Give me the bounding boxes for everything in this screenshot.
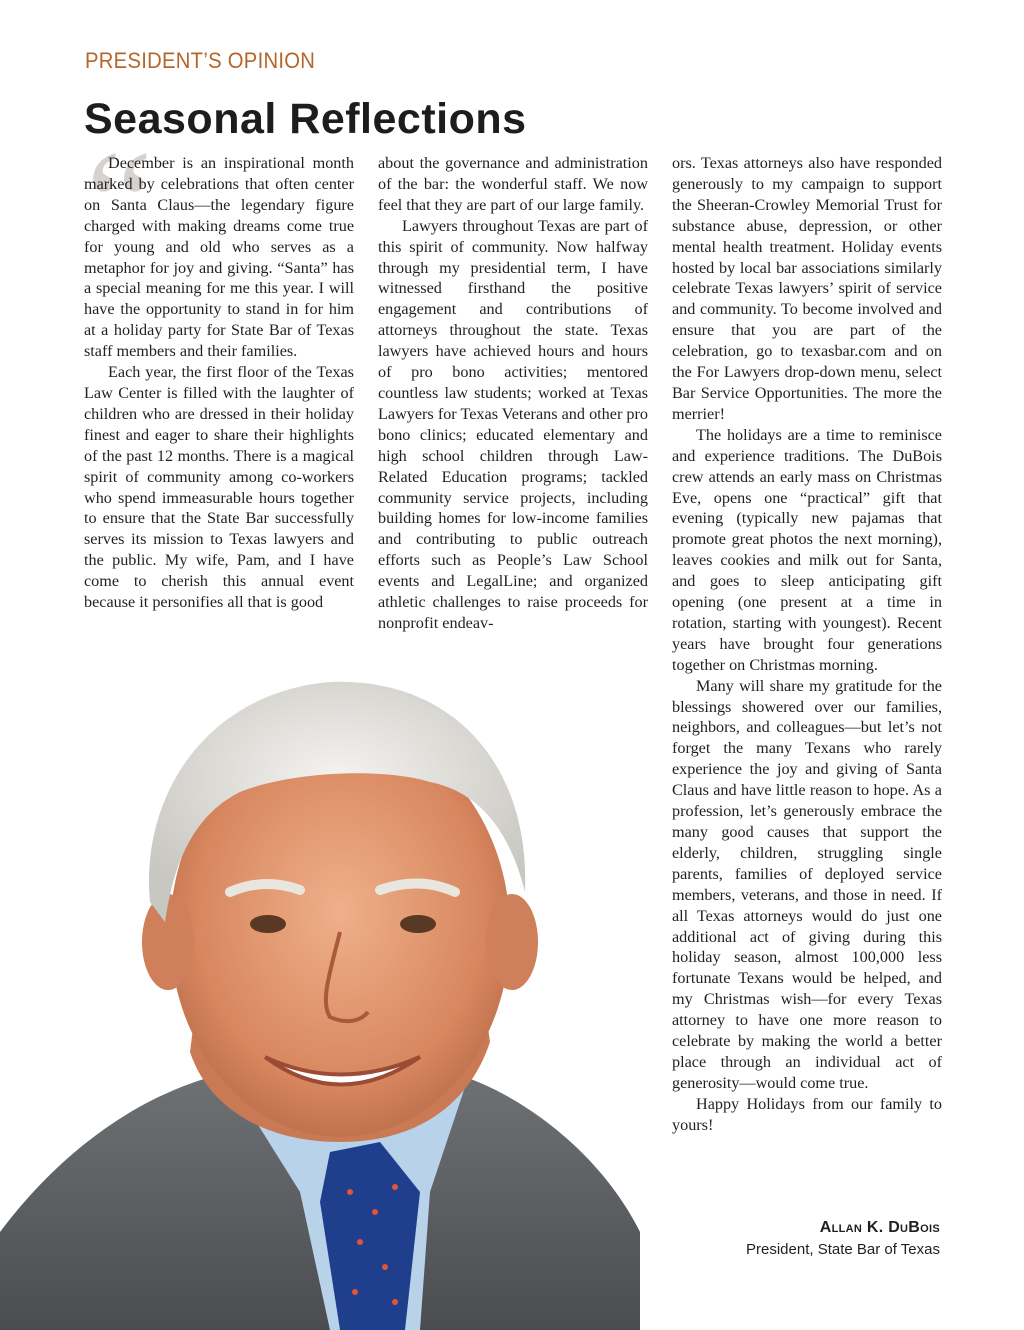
paragraph: Each year, the first floor of the Texas Law Center is filled with the laughter of children who are dressed in their holiday finest and eager to share their highlights of the past 12 months. There is a magical spirit of community among co-workers who spend immeasurable hours together to ensure that the State Bar successfully serves its mission to Texas lawyers and the public. My wife, Pam, and I have come to cherish this annual event because it personifies all that is good (84, 363, 354, 612)
paragraph: Many will share my gratitude for the blessings showered over our families, neighbors, and colleagues—but let’s not forget the many Texans who rarely experience the joy and giving of Santa Claus and have little reason to hope. As a profession, let’s generously embrace the many good causes that support the elderly, children, struggling single parents, families of deployed service members, veterans, and those in need. If all Texas attorneys would do just one additional act of giving during this holiday season, almost 100,000 less fortunate Texans would be helped, and my Christmas wish—for every Texas attorney to have one more reason to celebrate by making the world a better place through an individual act of generosity—would come true. (672, 676, 942, 1092)
paragraph: December is an inspirational month marked by celebrations that often center on Santa Claus—the legendary figure charged with making dreams come true for young and old who serves as a metaphor for joy and giving. “Santa” has a special meaning for me this year. I will have the opportunity to stand in for him at a holiday party for State Bar of Texas staff members and their families. (84, 154, 354, 361)
author-title: President, State Bar of Texas (746, 1241, 940, 1258)
page-title: Seasonal Reflections (84, 95, 527, 143)
paragraph: ors. Texas attorneys also have responded generously to my campaign to support the Sheeran-Crowley Memorial Trust for substance abuse, depression, or other mental health treatment. Holiday events hosted by local bar associations similarly celebrate Texas lawyers’ spirit of service and community. To become involved and ensure that you are part of the celebration, go to texasbar.com and on the For Lawyers drop-down menu, select Bar Service Opportunities. The more the merrier! (672, 154, 942, 423)
author-name: Allan K. DuBois (819, 1219, 940, 1236)
section-label: PRESIDENT’S OPINION (85, 48, 316, 73)
portrait-illustration (0, 672, 652, 1330)
article-column-3 (672, 153, 942, 1136)
portrait-photo (0, 672, 652, 1330)
article-column-2 (378, 153, 648, 634)
quote-mark-icon: “ (86, 120, 153, 286)
article-column-1 (84, 153, 354, 613)
paragraph: about the governance and administration of the bar: the wonderful staff. We now feel that they are part of our large family. (378, 154, 648, 214)
paragraph: Lawyers throughout Texas are part of this spirit of community. Now halfway through my presidential term, I have witnessed firsthand the positive engagement and contributions of attorneys throughout the state. Texas lawyers have achieved hours and hours of pro bono activities; mentored countless law students; worked at Texas Lawyers for Texas Veterans and other pro bono clinics; educated elementary and high school children through Law-Related Education programs; tackled community service projects, including building homes for low-income families and contributing to public outreach efforts such as People’s Law School events and LegalLine; and organized athletic challenges to raise proceeds for nonprofit endeav- (378, 216, 648, 632)
paragraph: The holidays are a time to reminisce and experience traditions. The DuBois crew attends an early mass on Christmas Eve, opens one “practical” gift that evening (typically new pajamas that promote great photos the next morning), leaves cookies and milk out for Santa, and goes to sleep anticipating gift opening (one present at a time in rotation, starting with youngest). Recent years have brought four generations together on Christmas morning. (672, 425, 942, 674)
paragraph: Happy Holidays from our family to yours! (672, 1094, 942, 1134)
